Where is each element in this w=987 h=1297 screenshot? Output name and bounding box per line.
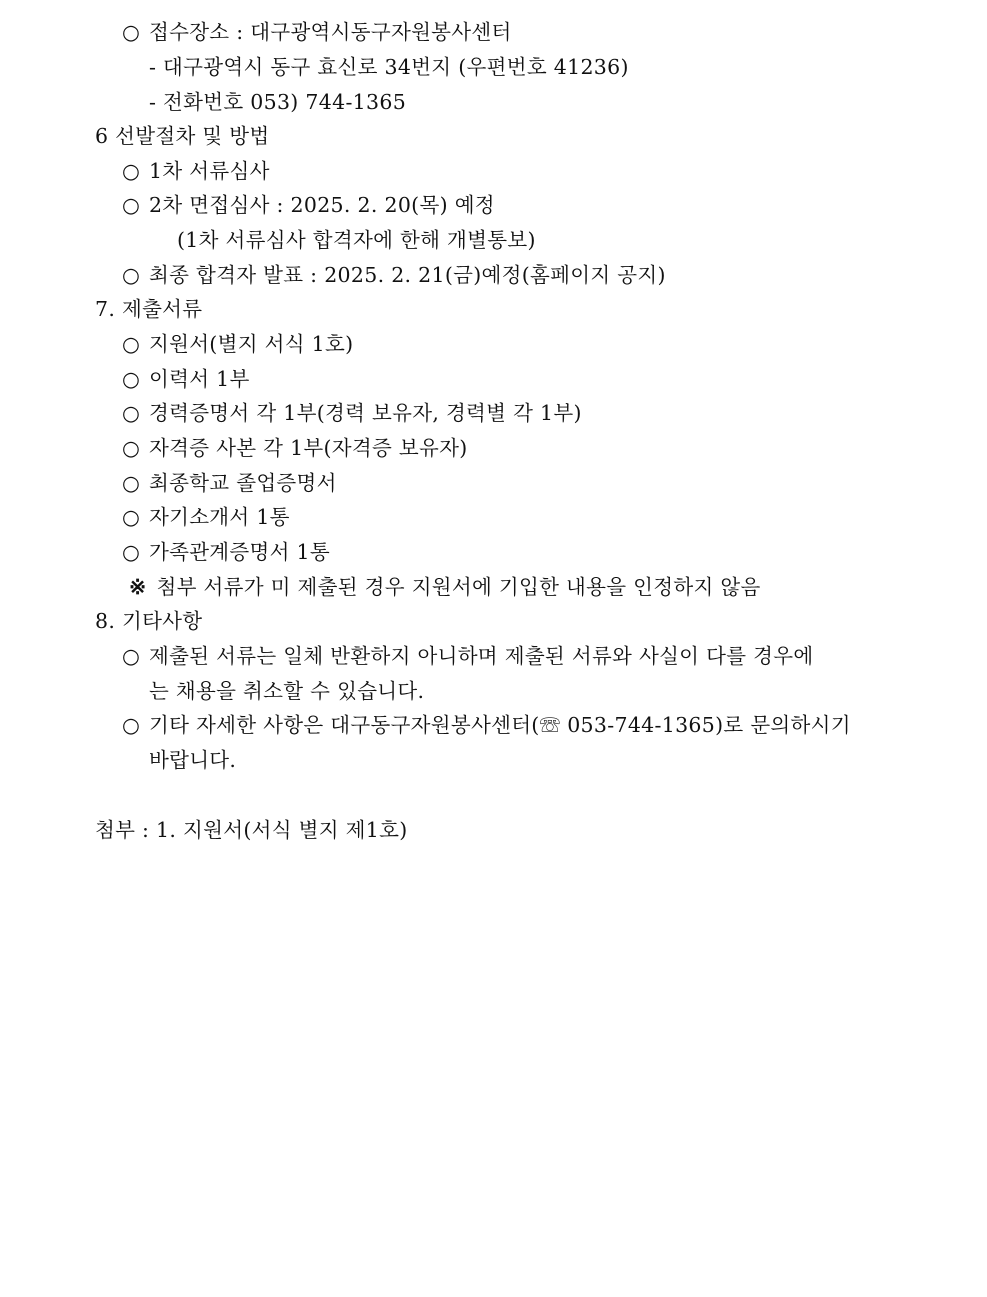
section6-heading: 6 선발절차 및 방법 [95, 124, 270, 148]
bullet: ○ [122, 20, 141, 44]
reference-mark: ※ [129, 575, 147, 599]
section8-item-cont: 바랍니다. [149, 748, 237, 772]
section8-item: ○ 기타 자세한 사항은 대구동구자원봉사센터(☏ 053-744-1365)로 문의하시기 [122, 713, 851, 737]
attachment-line: 첨부 : 1. 지원서(서식 별지 제1호) [95, 818, 408, 842]
section7-item: ○ 가족관계증명서 1통 [122, 540, 330, 564]
reception-phone: - 전화번호 053) 744-1365 [149, 90, 407, 114]
section7-item: ○ 자기소개서 1통 [122, 505, 290, 529]
section7-item: ○ 경력증명서 각 1부(경력 보유자, 경력별 각 1부) [122, 401, 582, 425]
section6-item: ○ 2차 면접심사 : 2025. 2. 20(목) 예정 [122, 193, 495, 217]
reception-address: - 대구광역시 동구 효신로 34번지 (우편번호 41236) [149, 55, 629, 79]
section7-item: ○ 최종학교 졸업증명서 [122, 471, 337, 495]
section8-item: ○ 제출된 서류는 일체 반환하지 아니하며 제출된 서류와 사실이 다를 경우에 [122, 644, 814, 668]
section7-item: ○ 자격증 사본 각 1부(자격증 보유자) [122, 436, 468, 460]
section6-item: ○ 최종 합격자 발표 : 2025. 2. 21(금)예정(홈페이지 공지) [122, 263, 666, 287]
section6-item: ○ 1차 서류심사 [122, 159, 270, 183]
reception-place: ○ 접수장소 : 대구광역시동구자원봉사센터 [122, 20, 512, 44]
section8-item-cont: 는 채용을 취소할 수 있습니다. [149, 679, 425, 703]
section7-heading: 7. 제출서류 [95, 297, 203, 321]
section7-item: ○ 지원서(별지 서식 1호) [122, 332, 354, 356]
section6-item-note: (1차 서류심사 합격자에 한해 개별통보) [177, 228, 536, 252]
section7-item: ○ 이력서 1부 [122, 367, 250, 391]
section8-heading: 8. 기타사항 [95, 609, 203, 633]
section7-note: ※ 첨부 서류가 미 제출된 경우 지원서에 기입한 내용을 인정하지 않음 [129, 575, 761, 599]
